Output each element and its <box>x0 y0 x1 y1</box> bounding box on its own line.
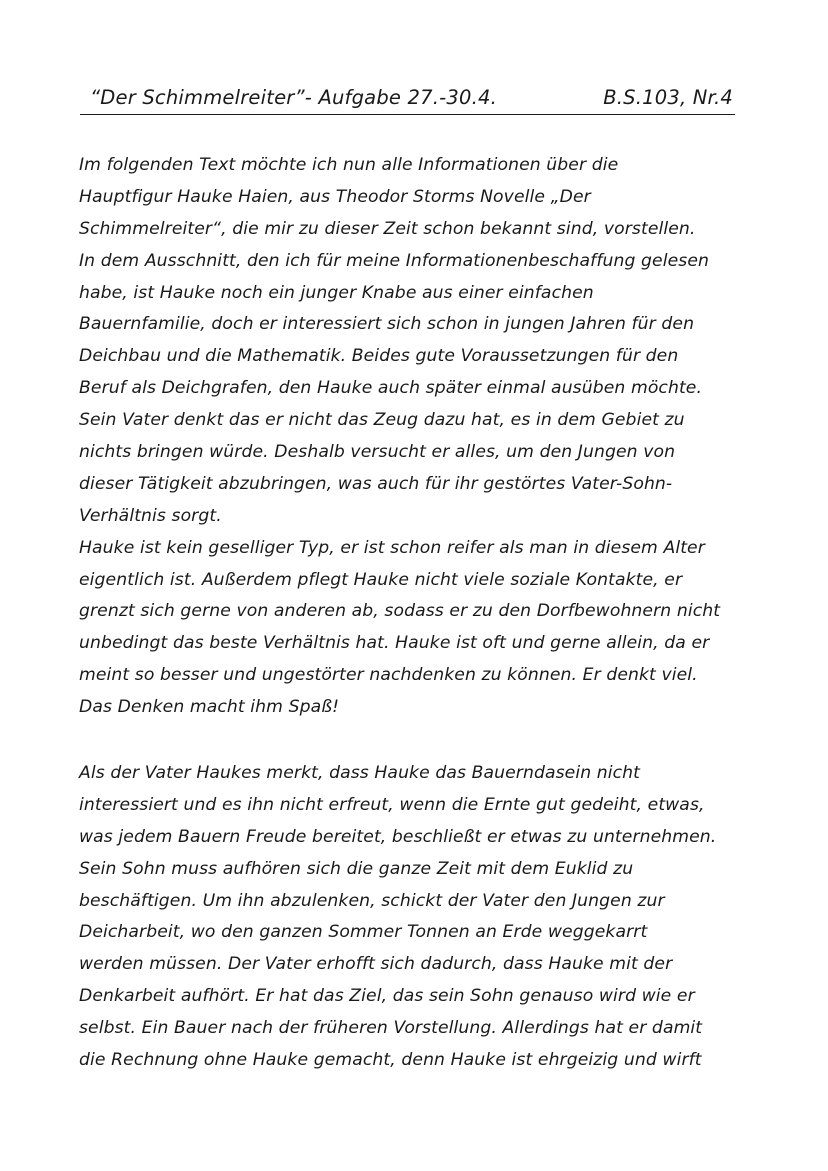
text-line: Deichbau und die Mathematik. Beides gute Voraussetzungen für den <box>79 346 679 367</box>
text-line: interessiert und es ihn nicht erfreut, wenn die Ernte gut gedeiht, etwas, <box>79 794 705 815</box>
text-line: unbedingt das beste Verhältnis hat. Hauke ist oft und gerne allein, da er <box>79 633 710 654</box>
text-line: nichts bringen würde. Deshalb versucht er alles, um den Jungen von <box>79 442 676 463</box>
text-line: meint so besser und ungestörter nachdenken zu können. Er denkt viel. <box>79 665 698 686</box>
text-line: dieser Tätigkeit abzubringen, was auch für ihr gestörtes Vater-Sohn- <box>79 473 673 494</box>
text-line: Sein Sohn muss aufhören sich die ganze Zeit mit dem Euklid zu <box>79 858 634 879</box>
text-line: In dem Ausschnitt, den ich für meine Informationenbeschaffung gelesen <box>79 250 710 271</box>
text-line: Deicharbeit, wo den ganzen Sommer Tonnen an Erde weggekarrt <box>79 922 648 943</box>
text-line: werden müssen. Der Vater erhofft sich dadurch, dass Hauke mit der <box>79 954 673 975</box>
text-line: Bauernfamilie, doch er interessiert sich schon in jungen Jahren für den <box>79 314 695 335</box>
text-line: was jedem Bauern Freude bereitet, beschließt er etwas zu unternehmen. <box>79 826 717 847</box>
text-line: Hauke ist kein geselliger Typ, er ist schon reifer als man in diesem Alter <box>79 537 705 558</box>
paragraph-1 <box>79 150 769 724</box>
text-line: beschäftigen. Um ihn abzulenken, schickt der Vater den Jungen zur <box>79 890 665 911</box>
text-line: grenzt sich gerne von anderen ab, sodass er zu den Dorfbewohnern nicht <box>79 601 721 622</box>
text-line: habe, ist Hauke noch ein junger Knabe aus einer einfachen <box>79 282 594 303</box>
paragraph-2 <box>79 758 769 1077</box>
text-line: selbst. Ein Bauer nach der früheren Vorstellung. Allerdings hat er damit <box>79 1018 703 1039</box>
text-line: die Rechnung ohne Hauke gemacht, denn Hauke ist ehrgeizig und wirft <box>79 1050 702 1071</box>
text-line: Im folgenden Text möchte ich nun alle Informationen über die <box>79 155 619 175</box>
text-line: Verhältnis sorgt. <box>79 505 222 526</box>
text-line: eigentlich ist. Außerdem pflegt Hauke nicht viele soziale Kontakte, er <box>79 569 683 590</box>
text-line: Als der Vater Haukes merkt, dass Hauke das Bauerndasein nicht <box>79 763 641 783</box>
text-line: Denkarbeit aufhört. Er hat das Ziel, das sein Sohn genauso wird wie er <box>79 986 695 1007</box>
book-reference: B.S.103, Nr.4 <box>603 86 733 109</box>
text-line: Hauptfigur Hauke Haien, aus Theodor Storms Novelle „Der <box>79 186 591 207</box>
page-title: “Der Schimmelreiter”- Aufgabe 27.-30.4. <box>90 86 497 109</box>
text-line: Beruf als Deichgrafen, den Hauke auch später einmal ausüben möchte. <box>79 378 703 399</box>
text-line: Sein Vater denkt das er nicht das Zeug dazu hat, es in dem Gebiet zu <box>79 410 685 431</box>
text-line: Schimmelreiter“, die mir zu dieser Zeit schon bekannt sind, vorstellen. <box>79 218 696 239</box>
text-line: Das Denken macht ihm Spaß! <box>79 697 340 718</box>
document-header <box>80 84 735 115</box>
